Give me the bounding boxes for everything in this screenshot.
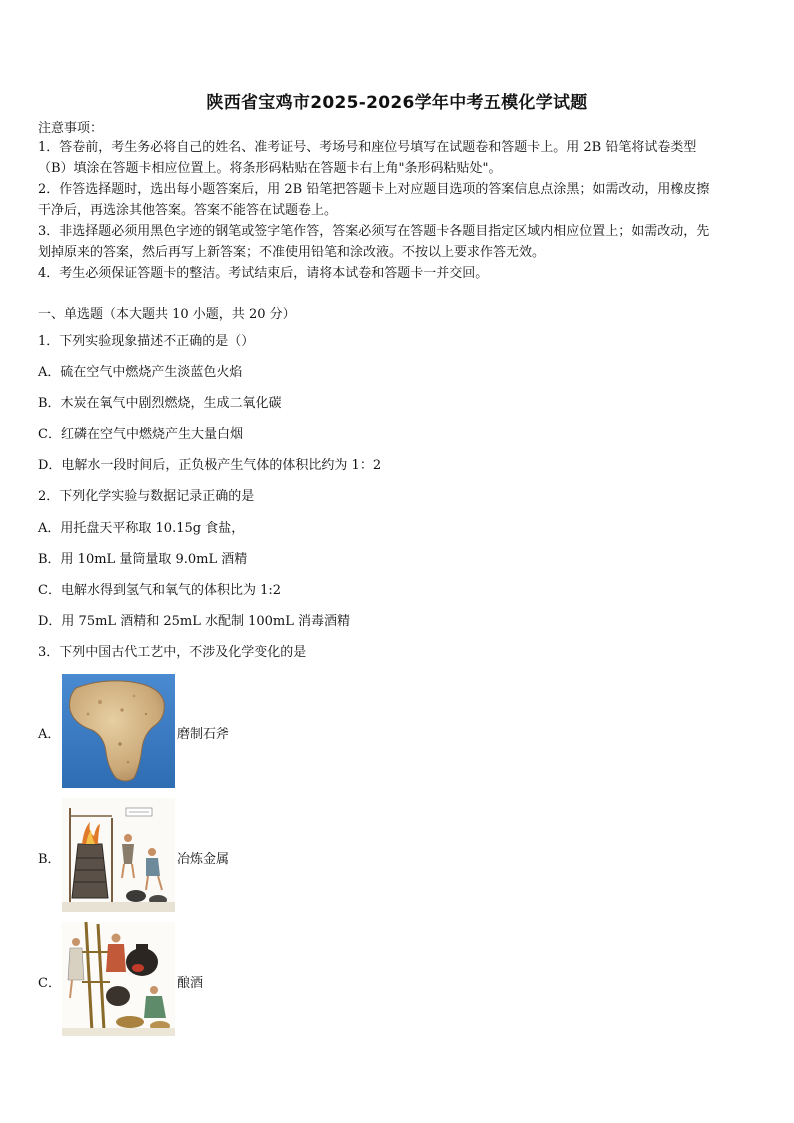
notice-item-1-line-1: 1．答卷前，考生务必将自己的姓名、准考证号、考场号和座位号填写在试题卷和答题卡上。用 2B 铅笔将试卷类型 bbox=[38, 140, 697, 155]
question-1-option-a: A．硫在空气中燃烧产生淡蓝色火焰 bbox=[38, 365, 243, 380]
notice-item-2-line-2: 干净后，再选涂其他答案。答案不能答在试题卷上。 bbox=[38, 203, 338, 218]
question-3-option-c-letter: C． bbox=[38, 976, 61, 991]
question-3-option-b-text: 冶炼金属 bbox=[177, 852, 230, 867]
wine-brewing-image bbox=[62, 922, 175, 1036]
question-3-option-c-text: 酿酒 bbox=[177, 976, 204, 991]
question-2-option-d: D．用 75mL 酒精和 25mL 水配制 100mL 消毒酒精 bbox=[38, 614, 350, 629]
question-2-option-c: C．电解水得到氢气和氧气的体积比为 1:2 bbox=[38, 583, 282, 598]
question-1-option-c: C．红磷在空气中燃烧产生大量白烟 bbox=[38, 427, 243, 442]
question-3-option-a-text: 磨制石斧 bbox=[177, 727, 230, 742]
notice-item-4: 4．考生必须保证答题卡的整洁。考试结束后，请将本试卷和答题卡一并交回。 bbox=[38, 266, 489, 281]
question-1-option-d: D．电解水一段时间后，正负极产生气体的体积比约为 1：2 bbox=[38, 458, 382, 473]
notice-item-2-line-1: 2．作答选择题时，选出每小题答案后，用 2B 铅笔把答题卡上对应题目选项的答案信息点涂黑；如需改动，用橡皮擦 bbox=[38, 182, 710, 197]
notice-item-1-line-2: （B）填涂在答题卡相应位置上。将条形码粘贴在答题卡右上角"条形码粘贴处"。 bbox=[38, 161, 502, 176]
question-1-option-b: B．木炭在氧气中剧烈燃烧，生成二氧化碳 bbox=[38, 396, 282, 411]
question-1-stem: 1．下列实验现象描述不正确的是（） bbox=[38, 334, 255, 349]
question-2-option-b: B．用 10mL 量筒量取 9.0mL 酒精 bbox=[38, 552, 248, 567]
stone-axe-image bbox=[62, 674, 175, 788]
page-title: 陕西省宝鸡市2025-2026学年中考五模化学试题 bbox=[206, 93, 588, 113]
metal-smelting-image bbox=[62, 798, 175, 912]
question-3-option-a-letter: A． bbox=[38, 727, 61, 742]
question-3-option-b-letter: B． bbox=[38, 852, 61, 867]
section-title: 一、单选题（本大题共 10 小题，共 20 分） bbox=[38, 307, 296, 322]
question-2-option-a: A．用托盘天平称取 10.15g 食盐， bbox=[38, 521, 245, 536]
notice-label: 注意事项： bbox=[38, 121, 104, 136]
question-3-stem: 3．下列中国古代工艺中，不涉及化学变化的是 bbox=[38, 645, 307, 660]
notice-item-3-line-1: 3．非选择题必须用黑色字迹的钢笔或签字笔作答，答案必须写在答题卡各题目指定区域内相应位置上；如需改动，先 bbox=[38, 224, 710, 239]
notice-item-3-line-2: 划掉原来的答案，然后再写上新答案；不准使用铅笔和涂改液。不按以上要求作答无效。 bbox=[38, 245, 546, 260]
question-2-stem: 2．下列化学实验与数据记录正确的是 bbox=[38, 489, 255, 504]
